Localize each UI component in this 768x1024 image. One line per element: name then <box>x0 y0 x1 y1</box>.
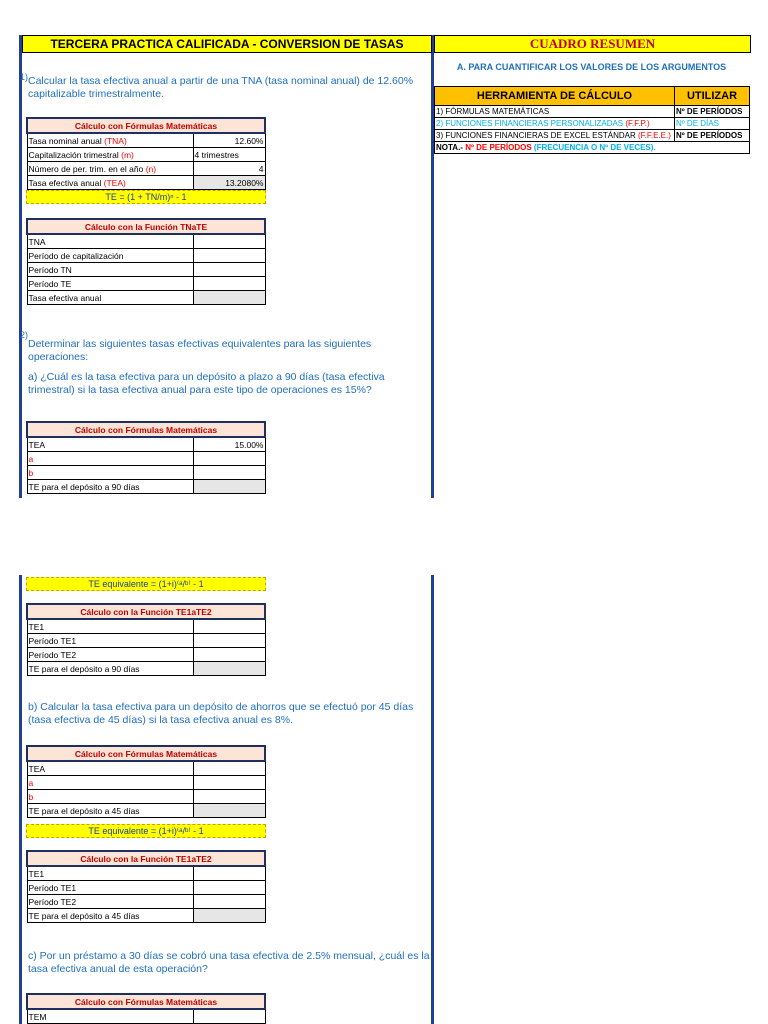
table-row: Período TE <box>27 277 265 291</box>
summary-col-use: UTILIZAR <box>675 87 750 106</box>
question-2-number: 2) <box>20 330 29 340</box>
question-2b-text: b) Calcular la tasa efectiva para un depósito de ahorros que se efectuó por 45 días (tasa efectiva de 45 días) si la tasa efectiva anual es 8%. <box>28 701 414 726</box>
table-5-math <box>26 745 266 818</box>
table-3-header: Cálculo con Fórmulas Matemáticas <box>27 422 265 437</box>
left-border-line-bottom <box>19 575 22 1024</box>
table-row: b <box>27 790 265 804</box>
table-row: Período TN <box>27 263 265 277</box>
table-row: Período de capitalización <box>27 249 265 263</box>
table-row: TE para el depósito a 90 días <box>27 662 265 676</box>
question-2c-text: c) Por un préstamo a 30 días se cobró una tasa efectiva de 2.5% mensual, ¿cuál es la tasa efectiva anual de esta operación? <box>28 950 430 975</box>
table-6-header: Cálculo con la Función TE1aTE2 <box>27 851 265 866</box>
table-row: TEM <box>27 1009 265 1024</box>
summary-row: 1) FÓRMULAS MATEMÁTICAS Nº DE PERÍODOS <box>435 106 750 118</box>
mid-border-line-bottom <box>431 575 434 1024</box>
table-row: Tasa efectiva anual <box>27 291 265 305</box>
table-row: TNA <box>27 234 265 249</box>
summary-title: CUADRO RESUMEN <box>434 35 751 53</box>
table-row: Número de per. trim. en el año (n) 4 <box>28 163 264 174</box>
question-1-text: Calcular la tasa efectiva anual a partir de una TNA (tasa nominal anual) de 12.60% capitalizable trimestralmente. <box>28 75 414 100</box>
table-4-function <box>26 603 266 676</box>
page-title: TERCERA PRACTICA CALIFICADA - CONVERSION DE TASAS <box>22 35 432 53</box>
table-row: TE para el depósito a 90 días <box>27 480 265 494</box>
table-1-header: Cálculo con Fórmulas Matemáticas <box>27 118 265 133</box>
table-row: Tasa nominal anual (TNA) 12.60% <box>27 133 265 148</box>
table-row: Capitalización trimestral (m) 4 trimestres <box>27 148 265 162</box>
question-2a-text: a) ¿Cuál es la tasa efectiva para un depósito a plazo a 90 días (tasa efectiva trimestral) si la tasa efectiva anual para este tipo de operaciones es 15%? <box>28 371 385 396</box>
table-1-math <box>26 117 266 190</box>
table-2-header: Cálculo con la Función TNaTE <box>27 219 265 234</box>
table-row: a <box>27 452 265 466</box>
table-row: Período TE2 <box>27 895 265 909</box>
formula-te-equivalente: TE equivalente = (1+i)⁽ᵃ/ᵇ⁾ - 1 <box>26 577 266 591</box>
table-row: TE1 <box>27 866 265 881</box>
formula-te: TE = (1 + TN/m)ⁿ - 1 <box>26 190 266 204</box>
table-5-header: Cálculo con Fórmulas Matemáticas <box>27 746 265 761</box>
table-row: TE para el depósito a 45 días <box>27 804 265 818</box>
summary-row: 3) FUNCIONES FINANCIERAS DE EXCEL ESTÁNDAR (F.F.E.E.) Nº DE PERÍODOS <box>435 130 750 142</box>
table-row: TE1 <box>27 619 265 634</box>
table-row: Tasa efectiva anual (TEA) 13.2080% <box>28 177 264 188</box>
table-4-header: Cálculo con la Función TE1aTE2 <box>27 604 265 619</box>
formula-te-equivalente-2: TE equivalente = (1+i)⁽ᵃ/ᵇ⁾ - 1 <box>26 824 266 838</box>
table-row: b <box>27 466 265 480</box>
table-6-function <box>26 850 266 923</box>
table-3-math <box>26 421 266 494</box>
table-2-function <box>26 218 266 305</box>
summary-row: 2) FUNCIONES FINANCIERAS PERSONALIZADAS (F.F.P.) Nº DE DÍAS <box>435 118 750 130</box>
summary-col-tool: HERRAMIENTA DE CÁLCULO <box>435 87 675 106</box>
table-row: Período TE2 <box>27 648 265 662</box>
table-7-math <box>26 993 266 1024</box>
table-row: TEA <box>27 761 265 776</box>
question-1-number: 1) <box>20 72 29 82</box>
left-border-line-top <box>19 35 22 498</box>
table-row: a <box>27 776 265 790</box>
table-row: Período TE1 <box>27 881 265 895</box>
summary-note: NOTA.- Nº DE PERÍODOS (FRECUENCIA O Nº DE VECES). <box>435 142 750 154</box>
table-row: Período TE1 <box>27 634 265 648</box>
table-7-header: Cálculo con Fórmulas Matemáticas <box>27 994 265 1009</box>
table-row: TEA 15.00% <box>27 437 265 452</box>
question-2-text: Determinar las siguientes tasas efectivas equivalentes para las siguientes operaciones: <box>28 338 372 363</box>
summary-subtitle: A. PARA CUANTIFICAR LOS VALORES DE LOS ARGUMENTOS <box>456 62 727 72</box>
table-row: TE para el depósito a 45 días <box>27 909 265 923</box>
summary-table <box>434 86 750 154</box>
